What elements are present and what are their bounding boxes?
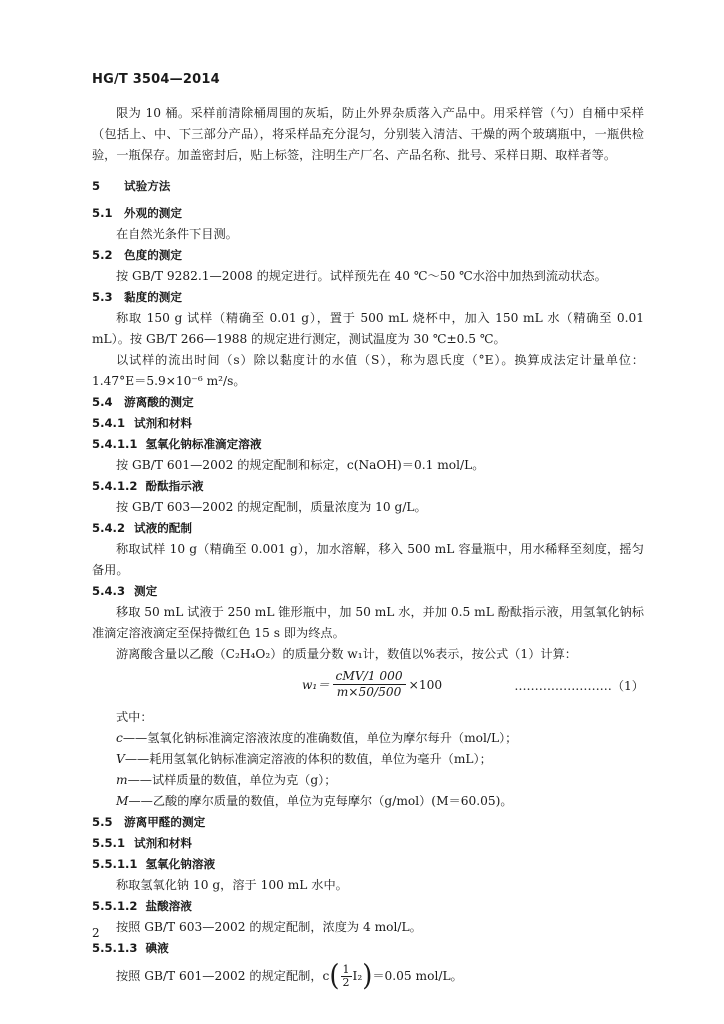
section-number: 5.4.1 bbox=[92, 416, 126, 430]
section-title: 碘液 bbox=[145, 941, 169, 955]
formula-expression bbox=[302, 669, 442, 700]
definition-item bbox=[116, 791, 644, 812]
text-after-fraction: ＝0.05 mol/L。 bbox=[372, 968, 463, 983]
formula-rhs: ×100 bbox=[408, 677, 443, 692]
text-before-fraction: 按照 GB/T 601—2002 的规定配制，c bbox=[116, 968, 330, 983]
section-5-3-text-1: 称取 150 g 试样（精确至 0.01 g），置于 500 mL 烧杯中，加入 150 mL 水（精确至 0.01 mL）。按 GB/T 266—1988 的规定进行测定，测试温度为 30 ℃±0.5 ℃。 bbox=[92, 311, 644, 346]
section-5-4-heading bbox=[92, 392, 644, 413]
section-5-5-1-1-heading bbox=[92, 854, 644, 875]
variable-definitions bbox=[92, 728, 644, 812]
section-number: 5.2 bbox=[92, 248, 113, 262]
definition-text: ——耗用氢氧化钠标准滴定溶液的体积的数值，单位为毫升（mL）； bbox=[124, 752, 492, 766]
definition-item bbox=[116, 770, 644, 791]
section-5-5-1-heading bbox=[92, 833, 644, 854]
section-5-3-heading bbox=[92, 287, 644, 308]
section-5-5-heading bbox=[92, 812, 644, 833]
section-5-5-1-1-text: 称取氢氧化钠 10 g，溶于 100 mL 水中。 bbox=[116, 878, 348, 892]
section-title: 外观的测定 bbox=[124, 206, 182, 220]
definition-item bbox=[116, 728, 644, 749]
section-5-2-heading bbox=[92, 245, 644, 266]
section-number: 5.3 bbox=[92, 290, 113, 304]
section-title: 测定 bbox=[134, 584, 158, 598]
section-5-1-heading bbox=[92, 203, 644, 224]
iodine-concentration-term bbox=[329, 959, 373, 993]
section-5-heading bbox=[92, 176, 644, 197]
section-5-4-3-text-1: 移取 50 mL 试液于 250 mL 锥形瓶中，加 50 mL 水，并加 0.5 mL 酚酞指示液，用氢氧化钠标准滴定溶液滴定至保持微红色 15 s 即为终点。 bbox=[92, 605, 644, 640]
section-5-4-1-1-heading bbox=[92, 434, 644, 455]
right-paren: ) bbox=[362, 959, 373, 993]
fraction-numerator: 1 bbox=[342, 962, 350, 976]
standard-code: HG/T 3504—2014 bbox=[92, 72, 220, 87]
definition-symbol: c bbox=[116, 731, 123, 745]
section-title: 游离甲醛的测定 bbox=[124, 815, 206, 829]
definition-text: ——氢氧化钠标准滴定溶液浓度的准确数值，单位为摩尔每升（mol/L）； bbox=[122, 731, 518, 745]
section-5-4-1-heading bbox=[92, 413, 644, 434]
section-5-5-1-3-heading bbox=[92, 938, 644, 959]
section-5-4-1-1-text: 按 GB/T 601—2002 的规定配制和标定，c(NaOH)＝0.1 mol/L。 bbox=[116, 458, 485, 472]
document-body bbox=[92, 103, 644, 993]
section-number: 5.5.1.2 bbox=[92, 899, 138, 913]
section-5-5-1-3-text bbox=[92, 959, 644, 993]
section-title: 黏度的测定 bbox=[124, 290, 182, 304]
half-fraction bbox=[341, 964, 352, 989]
section-5-1-text: 在自然光条件下目测。 bbox=[116, 227, 238, 241]
section-title: 试验方法 bbox=[124, 179, 171, 193]
section-title: 试液的配制 bbox=[134, 521, 192, 535]
definition-symbol: V bbox=[116, 752, 125, 766]
section-5-4-1-2-text: 按 GB/T 603—2002 的规定配制，质量浓度为 10 g/L。 bbox=[116, 500, 427, 514]
section-title: 试剂和材料 bbox=[134, 836, 192, 850]
section-number: 5.5.1.1 bbox=[92, 857, 138, 871]
definition-item bbox=[116, 749, 644, 770]
definition-text: ——试样质量的数值，单位为克（g）； bbox=[127, 773, 337, 787]
section-5-3-text-2: 以试样的流出时间（s）除以黏度计的水值（S），称为恩氏度（°E）。换算成法定计量单位：1.47°E＝5.9×10⁻⁶ m²/s。 bbox=[92, 353, 644, 388]
section-title: 氢氧化钠标准滴定溶液 bbox=[145, 437, 262, 451]
section-title: 色度的测定 bbox=[124, 248, 182, 262]
definition-text: ——乙酸的摩尔质量的数值，单位为克每摩尔（g/mol）(M＝60.05)。 bbox=[128, 794, 513, 808]
section-number: 5.4.2 bbox=[92, 521, 126, 535]
iodine-symbol: I₂ bbox=[352, 968, 363, 983]
section-number: 5.5 bbox=[92, 815, 113, 829]
section-title: 盐酸溶液 bbox=[145, 899, 192, 913]
section-number: 5.5.1 bbox=[92, 836, 126, 850]
fraction-denominator: 2 bbox=[342, 975, 350, 989]
section-5-2-text: 按 GB/T 9282.1—2008 的规定进行。试样预先在 40 ℃～50 ℃水浴中加热到流动状态。 bbox=[116, 269, 607, 283]
section-5-4-2-heading bbox=[92, 518, 644, 539]
section-number: 5.1 bbox=[92, 206, 113, 220]
formula-number: ……………………（1） bbox=[514, 679, 644, 693]
section-5-4-3-heading bbox=[92, 581, 644, 602]
section-number: 5.5.1.3 bbox=[92, 941, 138, 955]
formula-lhs: w₁＝ bbox=[302, 678, 330, 692]
section-number: 5.4.1.1 bbox=[92, 437, 138, 451]
where-label: 式中： bbox=[116, 710, 153, 724]
section-title: 试剂和材料 bbox=[134, 416, 192, 430]
section-number: 5.4.1.2 bbox=[92, 479, 138, 493]
formula-fraction bbox=[333, 669, 406, 700]
left-paren: ( bbox=[329, 959, 340, 993]
formula-1 bbox=[92, 667, 644, 703]
section-5-4-1-2-heading bbox=[92, 476, 644, 497]
section-5-4-2-text: 称取试样 10 g（精确至 0.001 g），加水溶解，移入 500 mL 容量瓶中，用水稀释至刻度，摇匀备用。 bbox=[92, 542, 644, 577]
section-5-4-3-text-2: 游离酸含量以乙酸（C₂H₄O₂）的质量分数 w₁计，数值以%表示，按公式（1）计算： bbox=[116, 647, 577, 661]
formula-numerator: cMV/1 000 bbox=[333, 669, 406, 685]
section-5-5-1-2-heading bbox=[92, 896, 644, 917]
section-title: 酚酞指示液 bbox=[145, 479, 204, 493]
page-number: 2 bbox=[92, 926, 100, 940]
formula-denominator: m×50/500 bbox=[336, 685, 402, 699]
section-number: 5.4 bbox=[92, 395, 113, 409]
section-number: 5 bbox=[92, 179, 101, 193]
section-title: 氢氧化钠溶液 bbox=[145, 857, 216, 871]
definition-symbol: m bbox=[116, 773, 128, 787]
section-title: 游离酸的测定 bbox=[124, 395, 194, 409]
definition-symbol: M bbox=[116, 794, 129, 808]
section-5-5-1-2-text: 按照 GB/T 603—2002 的规定配制，浓度为 4 mol/L。 bbox=[116, 920, 422, 934]
intro-paragraph: 限为 10 桶。采样前清除桶周围的灰垢，防止外界杂质落入产品中。用采样管（勺）自桶中采样（包括上、中、下三部分产品），将采样品充分混匀，分别装入清洁、干燥的两个玻璃瓶中，一瓶供检验，一瓶保存。加盖密封后，贴上标签，注明生产厂名、产品名称、批号、采样日期、取样者等。 bbox=[92, 106, 644, 162]
section-number: 5.4.3 bbox=[92, 584, 126, 598]
